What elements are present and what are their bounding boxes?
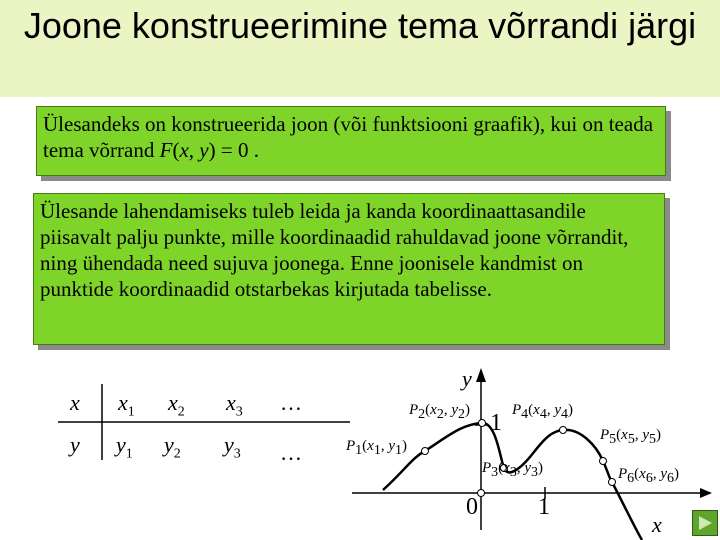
equation-comma: , xyxy=(188,138,200,162)
x-axis-arrow xyxy=(700,488,712,498)
table-cell-y1: $y_1$ xyxy=(116,432,133,462)
equation-F: F xyxy=(159,138,173,162)
point-label-p4: $P_4(x_4$, $y_4$) xyxy=(512,402,574,422)
equation-y: y xyxy=(199,138,209,162)
table-cell-x3: $x_3$ xyxy=(226,390,243,420)
table-head-y: y xyxy=(70,432,80,457)
slide-title: Joone konstrueerimine tema võrrandi järgi xyxy=(23,5,697,46)
next-slide-button[interactable] xyxy=(692,510,718,536)
table-head-x: x xyxy=(70,390,80,415)
table-cell-x2: $x_2$ xyxy=(168,390,185,420)
equation-x: x xyxy=(179,138,189,162)
point-label-p3: $P_3(x_3$, $y_3$) xyxy=(482,460,544,480)
point-p1 xyxy=(422,448,429,455)
table-cell-x-dots: … xyxy=(280,390,302,415)
table-cell-y-dots: … xyxy=(280,440,302,465)
point-label-p1: $P_1(x_1$, $y_1$) xyxy=(346,438,408,458)
y-axis-label: y xyxy=(462,366,472,391)
y-tick-label: 1 xyxy=(490,410,502,436)
point-p4 xyxy=(560,427,567,434)
table-cell-y2: $y_2$ xyxy=(164,432,181,462)
point-p5 xyxy=(600,458,607,465)
point-label-p6: $P_6(x_6$, $y_6$) xyxy=(618,466,680,486)
x-axis-label: x xyxy=(652,512,662,537)
task-text: Ülesandeks on konstrueerida joon (või funktsiooni graafik), kui on teada tema võrrand xyxy=(43,112,654,162)
origin-label: 0 xyxy=(466,494,478,520)
method-text: Ülesande lahendamiseks tuleb leida ja kanda koordinaattasandile piisavalt palju punkte, mille koordinaadid rahuldavad joone võrrandit, ning ühendada need sujuva joonega. Enne joonisele kandmist on punktide koordinaadid otstarbekas kirjutada tabelisse. xyxy=(40,199,629,301)
point-label-p5: $P_5(x_5$, $y_5$) xyxy=(600,427,662,447)
table-cell-y3: $y_3$ xyxy=(224,432,241,462)
point-p2 xyxy=(479,420,486,427)
point-label-p2: $P_2(x_2$, $y_2$) xyxy=(409,402,471,422)
next-arrow-icon xyxy=(693,511,717,535)
y-axis-arrow xyxy=(476,368,486,382)
equation-paren: ( xyxy=(172,138,180,162)
x-tick-label: 1 xyxy=(538,494,550,520)
table-cell-x1: $x_1$ xyxy=(118,390,135,420)
point-p6 xyxy=(609,479,616,486)
point-origin xyxy=(478,490,485,497)
equation-tail: ) = 0 . xyxy=(208,138,259,162)
